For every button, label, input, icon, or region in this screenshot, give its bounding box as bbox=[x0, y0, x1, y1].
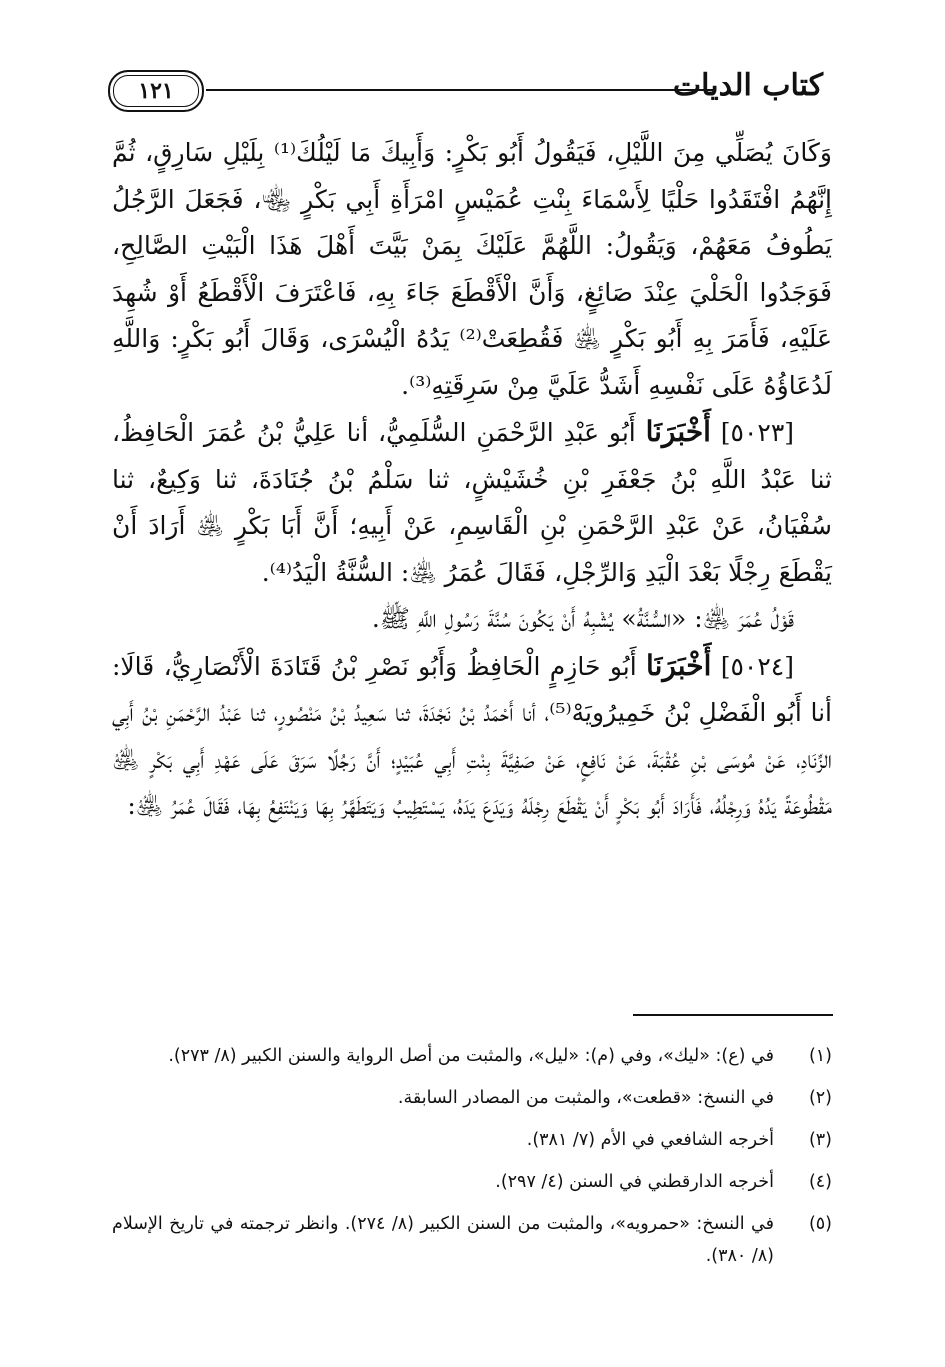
footnote bbox=[112, 1166, 832, 1198]
entry-number: [٥٠٢٤] bbox=[720, 651, 794, 681]
paragraph: وَكَانَ يُصَلِّي مِنَ اللَّيْلِ، فَيَقُولُ أَبُو بَكْرٍ: وَأَبِيكَ مَا لَيْلُكَ⁽¹⁾ بِلَيْلِ سَارِقٍ، ثُمَّ إِنَّهُمُ افْتَقَدُوا حَلْيًا لِأَسْمَاءَ بِنْتِ عُمَيْسٍ امْرَأَةِ أَبِي بَكْرٍ ﵄، فَجَعَلَ الرَّجُلُ يَطُوفُ مَعَهُمْ، وَيَقُولُ: اللَّهُمَّ عَلَيْكَ بِمَنْ بَيَّتَ أَهْلَ هَذَا الْبَيْتِ الصَّالِحِ، فَوَجَدُوا الْحَلْيَ عِنْدَ صَائِغٍ، وَأَنَّ الْأَقْطَعَ جَاءَ بِهِ، فَاعْتَرَفَ الْأَقْطَعُ أَوْ شُهِدَ عَلَيْهِ، فَأَمَرَ بِهِ أَبُو بَكْرٍ ﵁ فَقُطِعَتْ⁽²⁾ يَدُهُ الْيُسْرَى، وَقَالَ أَبُو بَكْرٍ: وَاللَّهِ لَدُعَاؤُهُ عَلَى نَفْسِهِ أَشَدُّ عَلَيَّ مِنْ سَرِقَتِهِ⁽³⁾. bbox=[112, 138, 833, 400]
footnote-number: (١) bbox=[808, 1046, 832, 1066]
page-number: ١٢١ bbox=[108, 70, 204, 112]
hadith-entry-5024 bbox=[112, 643, 832, 830]
footnote bbox=[112, 1124, 832, 1156]
footnote bbox=[112, 1040, 832, 1072]
entry-lead-word: أَخْبَرَنَا bbox=[645, 415, 711, 448]
footnote-text: أخرجه الدارقطني في السنن (٤/ ٢٩٧). bbox=[495, 1172, 774, 1192]
entry-number: [٥٠٢٣] bbox=[720, 418, 795, 447]
footnote-text: في النسخ: «حمرويه»، والمثبت من السنن الكبير (٨/ ٢٧٤). وانظر ترجمته في تاريخ الإسلام (٨/ ٣٨٠). bbox=[112, 1214, 774, 1266]
entry-text: أَبُو عَبْدِ الرَّحْمَنِ السُّلَمِيُّ، أنا عَلِيُّ بْنُ عُمَرَ الْحَافِظُ، ثنا عَبْدُ اللَّهِ بْنُ جَعْفَرِ بْنِ خُشَيْشٍ، ثنا سَلْمُ بْنُ جُنَادَةَ، ثنا وَكِيعٌ، ثنا سُفْيَانُ، عَنْ عَبْدِ الرَّحْمَنِ بْنِ الْقَاسِمِ، عَنْ أَبِيهِ؛ أَنَّ أَبَا بَكْرٍ ﵁ أَرَادَ أَنْ يَقْطَعَ رِجْلًا بَعْدَ الْيَدِ وَالرِّجْلِ، فَقَالَ عُمَرُ ﵁: السُّنَّةُ الْيَدُ⁽⁴⁾. bbox=[112, 418, 832, 587]
book-title: كتاب الديات bbox=[672, 68, 823, 103]
running-header bbox=[108, 62, 823, 118]
footnote-text: في النسخ: «قطعت»، والمثبت من المصادر السابقة. bbox=[397, 1088, 774, 1108]
footnote-separator bbox=[633, 1014, 833, 1016]
footnotes bbox=[112, 1040, 832, 1282]
header-rule bbox=[206, 89, 715, 91]
footnote-text: في (ع): «ليك»، وفي (م): «ليل»، والمثبت من أصل الرواية والسنن الكبير (٨/ ٢٧٣). bbox=[168, 1046, 774, 1066]
main-text bbox=[112, 130, 832, 830]
entry-text: أَبُو حَازِمٍ الْحَافِظُ وَأَبُو نَصْرِ بْنُ قَتَادَةَ الْأَنْصَارِيُّ، قَالَا: أنا أَبُو الْفَضْلِ بْنُ خَمِيرُويَهْ⁽⁵⁾، أنا أَحْمَدُ بْنُ نَجْدَةَ، ثنا سَعِيدُ بْنُ مَنْصُورٍ، ثنا عَبْدُ الرَّحْمَنِ بْنُ أَبِي الزِّنَادِ، عَنْ مُوسَى بْنِ عُقْبَةَ، عَنْ نَافِعٍ، عَنْ صَفِيَّةَ بِنْتِ أَبِي عُبَيْدٍ؛ أَنَّ رَجُلًا سَرَقَ عَلَى عَهْدِ أَبِي بَكْرٍ ﵁ مَقْطُوعَةً يَدُهُ وَرِجْلُهُ، فَأَرَادَ أَبُو بَكْرٍ أَنْ يَقْطَعَ رِجْلَهُ وَيَدَعَ يَدَهُ، يَسْتَطِيبُ وَيَتَطَهَّرُ بِهَا وَيَنْتَفِعُ بِهَا، فَقَالَ عُمَرُ ﵁: bbox=[112, 651, 833, 820]
entry-lead-word: أَخْبَرَنَا bbox=[646, 648, 712, 682]
footnote bbox=[112, 1208, 832, 1272]
footnote-number: (٢) bbox=[808, 1088, 832, 1108]
footnote-number: (٥) bbox=[808, 1214, 832, 1234]
footnote-text: أخرجه الشافعي في الأم (٧/ ٣٨١). bbox=[526, 1130, 774, 1150]
footnote bbox=[112, 1082, 832, 1114]
footnote-number: (٤) bbox=[808, 1172, 832, 1192]
hadith-entry-5023 bbox=[112, 409, 832, 596]
footnote-number: (٣) bbox=[808, 1130, 832, 1150]
commentary: قَوْلُ عُمَرَ ﵁: «السُّنَّةُ» يُشْبِهُ أَنْ يَكُونَ سُنَّةَ رَسُولِ اللَّهِ ﷺ. bbox=[371, 604, 794, 633]
